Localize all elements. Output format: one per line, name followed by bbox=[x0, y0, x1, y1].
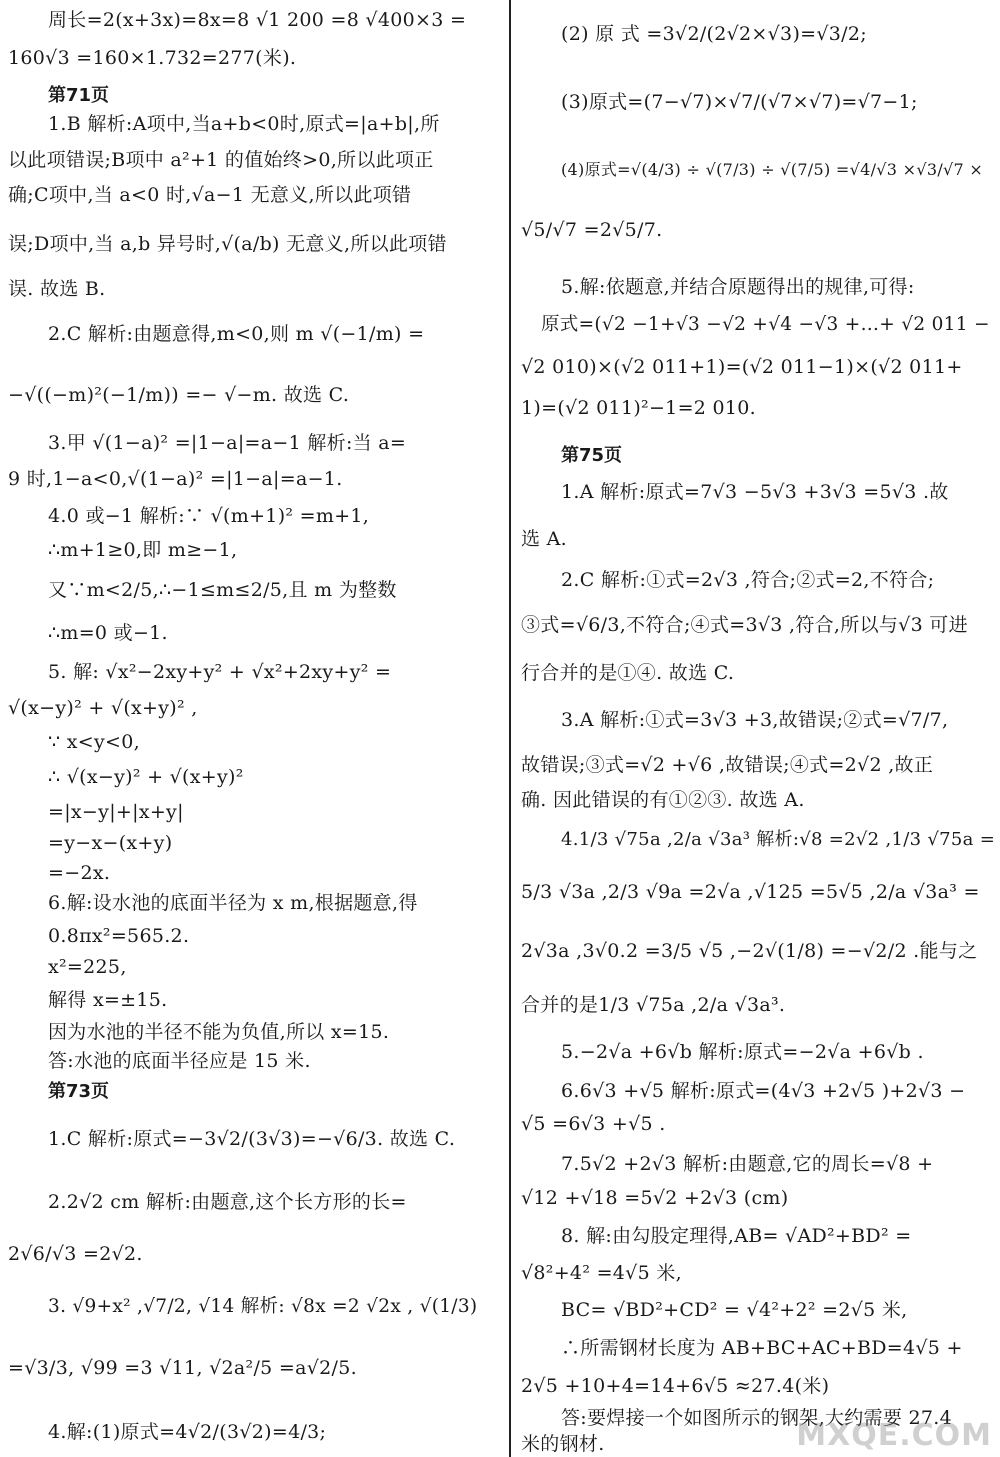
text-line: ∴m=0 或−1. bbox=[48, 622, 168, 644]
text-line: 5.解:依题意,并结合原题得出的规律,可得: bbox=[561, 276, 915, 298]
text-line: 1.B 解析:A项中,当a+b<0时,原式=|a+b|,所 bbox=[48, 113, 440, 135]
text-line: 选 A. bbox=[521, 528, 568, 550]
text-line: 5/3 √3a ,2/3 √9a =2√a ,√125 =5√5 ,2/a √3a³ = bbox=[521, 881, 980, 903]
text-line: 答:要焊接一个如图所示的钢架,大约需要 27.4 bbox=[561, 1407, 952, 1429]
text-line: √2 010)×(√2 011+1)=(√2 011−1)×(√2 011+ bbox=[521, 356, 963, 378]
text-line: 3. √9+x² ,√7/2, √14 解析: √8x =2 √2x , √(1/3) bbox=[48, 1296, 478, 1317]
text-line: 8. 解:由勾股定理得,AB= √AD²+BD² = bbox=[561, 1225, 912, 1247]
text-line: =−2x. bbox=[48, 862, 111, 884]
text-line: √8²+4² =4√5 米, bbox=[521, 1262, 682, 1284]
text-line: =y−x−(x+y) bbox=[48, 832, 173, 854]
text-line: 解得 x=±15. bbox=[48, 989, 168, 1011]
text-line: 2.C 解析:由题意得,m<0,则 m √(−1/m) = bbox=[48, 323, 425, 345]
text-line: BC= √BD²+CD² = √4²+2² =2√5 米, bbox=[561, 1299, 908, 1321]
text-line: 1.A 解析:原式=7√3 −5√3 +3√3 =5√3 .故 bbox=[561, 481, 949, 503]
text-line: 误. 故选 B. bbox=[8, 278, 106, 300]
text-line: 2.C 解析:①式=2√3 ,符合;②式=2,不符合; bbox=[561, 569, 935, 591]
text-line: =|x−y|+|x+y| bbox=[48, 801, 184, 823]
text-line: 米的钢材. bbox=[521, 1433, 605, 1455]
text-line: (3)原式=(7−√7)×√7/(√7×√7)=√7−1; bbox=[561, 91, 918, 113]
text-line: 行合并的是①④. 故选 C. bbox=[521, 662, 735, 684]
text-line: 2√6/√3 =2√2. bbox=[8, 1243, 143, 1265]
text-line: 以此项错误;B项中 a²+1 的值始终>0,所以此项正 bbox=[8, 149, 434, 171]
text-line: (2) 原 式 =3√2/(2√2×√3)=√3/2; bbox=[561, 23, 867, 45]
section-heading: 第75页 bbox=[561, 445, 623, 466]
text-line: 又∵m<2/5,∴−1≤m≤2/5,且 m 为整数 bbox=[48, 579, 397, 601]
text-line: √12 +√18 =5√2 +2√3 (cm) bbox=[521, 1187, 789, 1209]
text-line: 7.5√2 +2√3 解析:由题意,它的周长=√8 + bbox=[561, 1153, 934, 1175]
text-line: 2√5 +10+4=14+6√5 ≈27.4(米) bbox=[521, 1375, 830, 1397]
text-line: 4.解:(1)原式=4√2/(3√2)=4/3; bbox=[48, 1421, 327, 1443]
text-line: ∴ √(x−y)² + √(x+y)² bbox=[48, 766, 244, 788]
text-line: 误;D项中,当 a,b 异号时,√(a/b) 无意义,所以此项错 bbox=[8, 233, 447, 255]
text-line: 故错误;③式=√2 +√6 ,故错误;④式=2√2 ,故正 bbox=[521, 754, 934, 776]
text-line: 2√3a ,3√0.2 =3/5 √5 ,−2√(1/8) =−√2/2 .能与之 bbox=[521, 940, 978, 962]
text-line: ∴m+1≥0,即 m≥−1, bbox=[48, 539, 238, 561]
text-line: 4.0 或−1 解析:∵ √(m+1)² =m+1, bbox=[48, 505, 370, 527]
text-line: 4.1/3 √75a ,2/a √3a³ 解析:√8 =2√2 ,1/3 √75a = bbox=[561, 829, 996, 850]
text-line: 5. 解: √x²−2xy+y² + √x²+2xy+y² = bbox=[48, 661, 392, 683]
column-divider bbox=[509, 0, 511, 1457]
text-line: 0.8πx²=565.2. bbox=[48, 925, 190, 947]
text-line: =√3/3, √99 =3 √11, √2a²/5 =a√2/5. bbox=[8, 1357, 357, 1379]
watermark: MXQE.COM bbox=[796, 1418, 992, 1453]
text-line: 1)=(√2 011)²−1=2 010. bbox=[521, 397, 757, 419]
text-line: ③式=√6/3,不符合;④式=3√3 ,符合,所以与√3 可进 bbox=[521, 614, 968, 636]
text-line: 6.6√3 +√5 解析:原式=(4√3 +2√5 )+2√3 − bbox=[561, 1080, 966, 1102]
text-line: 原式=(√2 −1+√3 −√2 +√4 −√3 +…+ √2 011 − bbox=[541, 314, 990, 335]
text-line: 确. 因此错误的有①②③. 故选 A. bbox=[521, 789, 805, 811]
text-line: 6.解:设水池的底面半径为 x m,根据题意,得 bbox=[48, 892, 418, 914]
text-line: √5 =6√3 +√5 . bbox=[521, 1113, 666, 1135]
text-line: ∴所需钢材长度为 AB+BC+AC+BD=4√5 + bbox=[561, 1337, 963, 1359]
text-line: 3.A 解析:①式=3√3 +3,故错误;②式=√7/7, bbox=[561, 709, 949, 731]
text-line: (4)原式=√(4/3) ÷ √(7/3) ÷ √(7/5) =√4/√3 ×√3/√7 × bbox=[561, 160, 984, 179]
text-line: 1.C 解析:原式=−3√2/(3√3)=−√6/3. 故选 C. bbox=[48, 1128, 456, 1150]
text-line: √5/√7 =2√5/7. bbox=[521, 219, 663, 241]
text-line: 周长=2(x+3x)=8x=8 √1 200 =8 √400×3 = bbox=[48, 9, 467, 31]
section-heading: 第73页 bbox=[48, 1081, 110, 1102]
text-line: 2.2√2 cm 解析:由题意,这个长方形的长= bbox=[48, 1191, 407, 1213]
text-line: 因为水池的半径不能为负值,所以 x=15. bbox=[48, 1021, 390, 1043]
text-line: −√((−m)²(−1/m)) =− √−m. 故选 C. bbox=[8, 384, 350, 406]
text-line: 160√3 =160×1.732=277(米). bbox=[8, 47, 297, 69]
text-line: √(x−y)² + √(x+y)² , bbox=[8, 697, 198, 719]
section-heading: 第71页 bbox=[48, 85, 110, 106]
text-line: ∵ x<y<0, bbox=[48, 731, 140, 753]
text-line: 5.−2√a +6√b 解析:原式=−2√a +6√b . bbox=[561, 1041, 924, 1063]
text-line: 9 时,1−a<0,√(1−a)² =|1−a|=a−1. bbox=[8, 468, 343, 490]
text-line: 3.甲 √(1−a)² =|1−a|=a−1 解析:当 a= bbox=[48, 432, 407, 454]
text-line: 答:水池的底面半径应是 15 米. bbox=[48, 1050, 311, 1072]
text-line: 合并的是1/3 √75a ,2/a √3a³. bbox=[521, 994, 786, 1016]
text-line: x²=225, bbox=[48, 956, 127, 978]
text-line: 确;C项中,当 a<0 时,√a−1 无意义,所以此项错 bbox=[8, 184, 412, 206]
